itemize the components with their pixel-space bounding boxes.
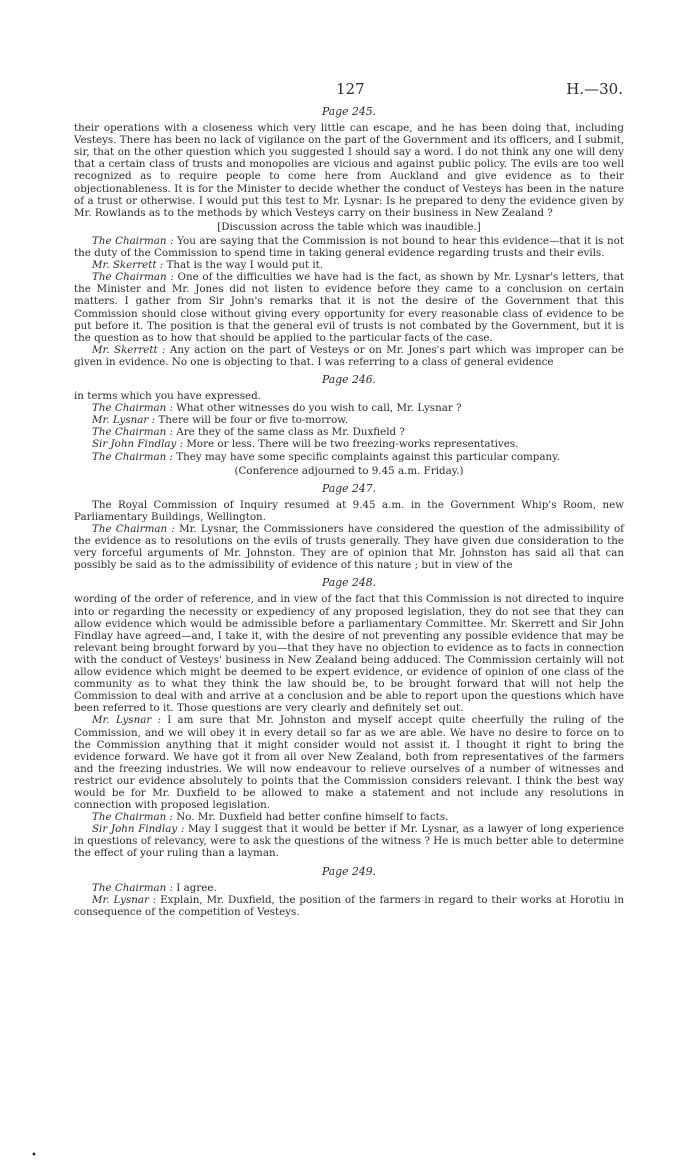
speaker-name: The Chairman : xyxy=(92,271,174,284)
paragraph-text: One of the difficulties we have had is the fact, as shown by Mr. Lysnar's letters, that the Minister and Mr. Jones did not listen to evidence before they came to a conclusion on certain matters. I gather from Sir John's remarks that it is not the desire of the Government that this Commission should close without giving every opportunity for every reasonable class of evidence to be put before it. The position is that the general evil of trusts is not combated by the Government, but it is the question as to how that should be applied to the particular facts of the case. xyxy=(74,271,624,344)
paragraph-text: (Conference adjourned to 9.45 a.m. Friday.) xyxy=(234,464,464,477)
paragraph xyxy=(74,714,624,811)
paragraph-text: The Royal Commission of Inquiry resumed at 9.45 a.m. in the Government Whip's Room, new Parliamentary Buildings, Wellington. xyxy=(74,498,624,523)
stage-direction xyxy=(74,221,624,233)
paragraph xyxy=(74,823,624,859)
paragraph-text: That is the way I would put it. xyxy=(166,259,324,272)
paragraph xyxy=(74,122,624,219)
paragraph xyxy=(74,402,624,414)
paragraph xyxy=(74,235,624,259)
speaker-name: The Chairman : xyxy=(92,234,174,247)
speaker-name: Sir John Findlay : xyxy=(92,823,185,836)
speaker-name: Mr. Skerrett : xyxy=(92,259,164,272)
section-page-label: Page 248. xyxy=(322,576,376,590)
document-reference: H.—30. xyxy=(566,80,623,98)
paragraph-text: I am sure that Mr. Johnston and myself accept quite cheerfully the ruling of the Commission, and we will obey it in every detail so far as we are able. We have no desire to force on to the Commission anything that it might consider would not assist it. I thought it right to bring the evidence forward. We have got it from all over New Zealand, both from representatives of the farmers and the freezing industries. We will now endeavour to relieve ourselves of a number of witnesses and restrict our evidence absolutely to points that the Commission considers relevant. I think the best way would be for Mr. Duxfield to be allowed to make a statement and not include any resolutions in connection with proposed legislation. xyxy=(74,714,624,812)
paragraph xyxy=(74,593,624,714)
paragraph xyxy=(74,882,624,894)
speaker-name: Mr. Lysnar : xyxy=(92,893,157,906)
paragraph xyxy=(74,414,624,426)
paragraph-text: There will be four or five to-morrow. xyxy=(158,414,349,427)
speaker-name: Sir John Findlay : xyxy=(92,438,184,451)
speaker-name: The Chairman : xyxy=(92,450,174,463)
paragraph xyxy=(74,390,624,402)
paragraph xyxy=(74,344,624,368)
speaker-name: Mr. Lysnar : xyxy=(92,414,156,427)
paragraph-text: May I suggest that it would be better if Mr. Lysnar, as a lawyer of long experience in questions of relevancy, were to ask the questions of the witness ? He is much better able to determine the effect of your ruling than a layman. xyxy=(74,823,625,860)
paragraph-text: their operations with a closeness which very little can escape, and he has been doing that, including Vesteys. There has been no lack of vigilance on the part of the Government and its officers, and I submit, sir, that on the other question which you suggested I should say a word. I do not think any one will deny that a certain class of trusts and monopolies are vicious and against public policy. The evils are too well recognized as to require people to come here from Auckland and give evidence as to their objectionableness. It is for the Minister to decide whether the conduct of Vesteys has been in the nature of a trust or otherwise. I would put this test to Mr. Lysnar: Is he prepared to deny the evidence given by Mr. Rowlands as to the methods by which Vesteys carry on their business in New Zealand ? xyxy=(74,122,624,219)
paragraph-text: Explain, Mr. Duxfield, the position of the farmers in regard to their works at Horotiu in consequence of the competition of Vesteys. xyxy=(74,893,624,918)
paragraph-text: You are saying that the Commission is not bound to hear this evidence—that it is not the duty of the Commission to spend time in taking general evidence regarding trusts and their evils. xyxy=(74,234,624,260)
paragraph xyxy=(74,811,624,823)
paragraph-text: What other witnesses do you wish to call, Mr. Lysnar ? xyxy=(176,402,462,415)
paragraph xyxy=(74,426,624,438)
paragraph xyxy=(74,523,624,571)
footer-mark: • xyxy=(31,1150,37,1161)
stage-direction xyxy=(74,465,624,477)
speaker-name: Mr. Skerrett : xyxy=(92,343,166,356)
paragraph xyxy=(74,894,624,918)
paragraph-text: Mr. Lysnar, the Commissioners have considered the question of the admissibility of the evidence as to resolutions on the evils of trusts generally. They have given due consideration to the very forceful arguments of Mr. Johnston. They are of opinion that Mr. Johnston has said all that can possibly be said as to the admissibility of evidence of this nature ; but in view of the xyxy=(74,523,624,572)
paragraph-text: Are they of the same class as Mr. Duxfield ? xyxy=(176,426,405,439)
speaker-name: The Chairman : xyxy=(92,523,175,535)
paragraph-text: They may have some specific complaints against this particular company. xyxy=(176,450,560,463)
section-page-label: Page 245. xyxy=(322,105,376,118)
page-number: 127 xyxy=(336,80,365,98)
section-page-label: Page 249. xyxy=(322,864,376,878)
section-page-label: Page 247. xyxy=(322,481,376,495)
speaker-name: Mr. Lysnar : xyxy=(92,714,161,727)
paragraph xyxy=(74,438,624,450)
section-page-label: Page 246. xyxy=(322,372,376,386)
speaker-name: The Chairman : xyxy=(92,426,174,439)
paragraph-text: Any action on the part of Vesteys or on Mr. Jones's part which was improper can be given in evidence. No one is objecting to that. I was referring to a class of general evidence xyxy=(74,343,624,368)
paragraph-text: I agree. xyxy=(176,881,217,894)
speaker-name: The Chairman : xyxy=(92,811,174,824)
paragraph xyxy=(74,259,624,271)
speaker-name: The Chairman : xyxy=(92,881,174,894)
paragraph-text: No. Mr. Duxfield had better confine himself to facts. xyxy=(176,811,449,824)
paragraph xyxy=(74,499,624,523)
paragraph-text: More or less. There will be two freezing-works representatives. xyxy=(186,438,519,451)
speaker-name: The Chairman : xyxy=(92,402,174,415)
paragraph-text: wording of the order of reference, and in view of the fact that this Commission is not directed to inquire into or regarding the necessity or expediency of any proposed legislation, they do not see that they can allow evidence which would be admissible before a parliamentary Committee. Mr. Skerrett and Sir John Findlay have agreed—and, I take it, with the desire of not preventing any possible evidence that may be relevant being brought forward by you—that they have no objection to evidence as to facts in connection with the conduct of Vesteys' business in New Zealand being adduced. The Commission certainly will not allow evidence which might be deemed to be expert evidence, or evidence of opinion of one class of the community as to what they think the law should be, to be brought forward that will not help the Commission to deal with and arrive at a conclusion and be able to report upon the questions which have been referred to it. Those questions are very clearly and definitely set out. xyxy=(74,593,624,715)
document-body xyxy=(74,106,624,918)
paragraph-text: in terms which you have expressed. xyxy=(74,390,261,403)
paragraph-text: [Discussion across the table which was inaudible.] xyxy=(217,220,481,233)
paragraph xyxy=(74,451,624,463)
paragraph xyxy=(74,271,624,344)
